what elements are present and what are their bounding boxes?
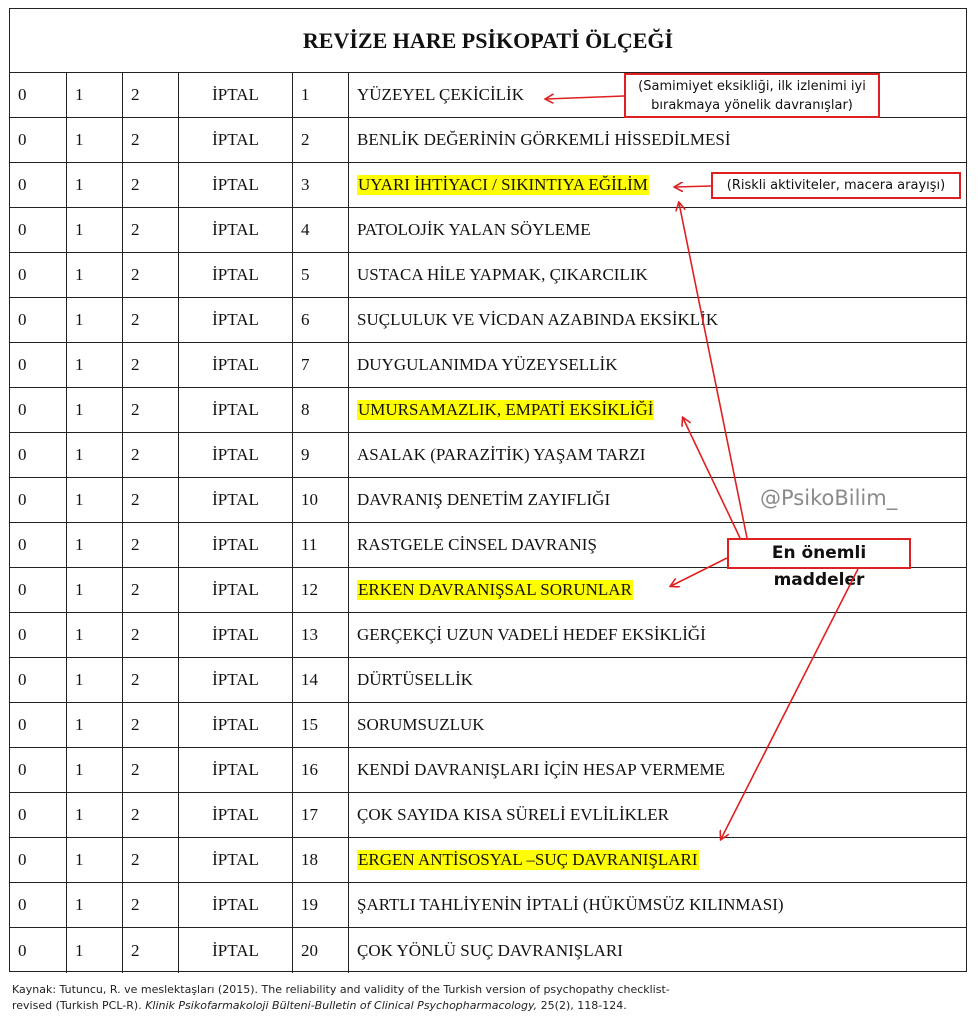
cancel-cell: İPTAL	[179, 118, 293, 162]
watermark: @PsikoBilim_	[760, 486, 898, 510]
score-0-cell: 0	[10, 118, 67, 162]
score-2-cell: 2	[123, 478, 179, 522]
score-0-cell: 0	[10, 253, 67, 297]
score-0-cell: 0	[10, 208, 67, 252]
score-1-cell: 1	[67, 388, 123, 432]
score-2-cell: 2	[123, 703, 179, 747]
item-number-cell: 20	[293, 928, 349, 973]
item-text: KENDİ DAVRANIŞLARI İÇİN HESAP VERMEME	[357, 760, 726, 779]
score-0-cell: 0	[10, 883, 67, 927]
score-1-cell: 1	[67, 703, 123, 747]
item-text: SUÇLULUK VE VİCDAN AZABINDA EKSİKLİK	[357, 310, 719, 329]
score-2-cell: 2	[123, 433, 179, 477]
item-number-cell: 4	[293, 208, 349, 252]
score-2-cell: 2	[123, 568, 179, 612]
score-1-cell: 1	[67, 73, 123, 117]
score-2-cell: 2	[123, 928, 179, 973]
citation-line2	[12, 998, 962, 1014]
citation-volume-pages: 25(2), 118-124.	[537, 999, 627, 1012]
arrow-key-to-item-3	[679, 203, 747, 538]
highlighted-item-text: ERGEN ANTİSOSYAL –SUÇ DAVRANIŞLARI	[358, 850, 698, 869]
highlighted-item-text: UYARI İHTİYACI / SIKINTIYA EĞİLİM	[358, 175, 648, 194]
cancel-cell: İPTAL	[179, 613, 293, 657]
score-1-cell: 1	[67, 433, 123, 477]
score-0-cell: 0	[10, 568, 67, 612]
score-0-cell: 0	[10, 163, 67, 207]
page-title: REVİZE HARE PSİKOPATİ ÖLÇEĞİ	[10, 9, 966, 73]
item-text: RASTGELE CİNSEL DAVRANIŞ	[357, 535, 597, 554]
source-citation	[12, 982, 962, 1014]
item-number-cell: 2	[293, 118, 349, 162]
cancel-cell: İPTAL	[179, 388, 293, 432]
cancel-cell: İPTAL	[179, 208, 293, 252]
score-1-cell: 1	[67, 793, 123, 837]
score-1-cell: 1	[67, 523, 123, 567]
item-number-cell: 8	[293, 388, 349, 432]
item-number-cell: 3	[293, 163, 349, 207]
score-1-cell: 1	[67, 478, 123, 522]
item-text: DÜRTÜSELLİK	[357, 670, 474, 689]
key-items-annotation-box: En önemli maddeler	[727, 538, 911, 569]
highlighted-item-text: UMURSAMAZLIK, EMPATİ EKSİKLİĞİ	[358, 400, 654, 419]
item-number-cell: 19	[293, 883, 349, 927]
score-2-cell: 2	[123, 883, 179, 927]
score-0-cell: 0	[10, 343, 67, 387]
item-text: SORUMSUZLUK	[357, 715, 485, 734]
score-1-cell: 1	[67, 613, 123, 657]
score-0-cell: 0	[10, 73, 67, 117]
item-number-cell: 11	[293, 523, 349, 567]
score-2-cell: 2	[123, 253, 179, 297]
citation-line1: Kaynak: Tutuncu, R. ve meslektaşları (2015). The reliability and validity of the Turkish version of psychopathy checklist-	[12, 983, 670, 996]
item-text: ÇOK SAYIDA KISA SÜRELİ EVLİLİKLER	[357, 805, 669, 824]
score-2-cell: 2	[123, 163, 179, 207]
highlighted-item-text: ERKEN DAVRANIŞSAL SORUNLAR	[358, 580, 632, 599]
cancel-cell: İPTAL	[179, 73, 293, 117]
item-text: USTACA HİLE YAPMAK, ÇIKARCILIK	[357, 265, 648, 284]
citation-journal: Klinik Psikofarmakoloji Bülteni-Bulletin of Clinical Psychopharmacology,	[145, 999, 538, 1012]
item-number-cell: 9	[293, 433, 349, 477]
arrow-key-to-item-18	[721, 569, 858, 839]
score-2-cell: 2	[123, 343, 179, 387]
score-2-cell: 2	[123, 658, 179, 702]
score-0-cell: 0	[10, 838, 67, 882]
item-text: DAVRANIŞ DENETİM ZAYIFLIĞI	[357, 490, 611, 509]
item-number-cell: 12	[293, 568, 349, 612]
score-0-cell: 0	[10, 928, 67, 973]
item-number-cell: 15	[293, 703, 349, 747]
score-1-cell: 1	[67, 298, 123, 342]
item-number-cell: 6	[293, 298, 349, 342]
score-1-cell: 1	[67, 163, 123, 207]
score-1-cell: 1	[67, 253, 123, 297]
item-text: DUYGULANIMDA YÜZEYSELLİK	[357, 355, 618, 374]
score-1-cell: 1	[67, 118, 123, 162]
item-number-cell: 5	[293, 253, 349, 297]
item-number-cell: 17	[293, 793, 349, 837]
score-2-cell: 2	[123, 208, 179, 252]
item-number-cell: 7	[293, 343, 349, 387]
item-text: ŞARTLI TAHLİYENİN İPTALİ (HÜKÜMSÜZ KILINMASI)	[357, 895, 784, 914]
item-text: PATOLOJİK YALAN SÖYLEME	[357, 220, 591, 239]
score-2-cell: 2	[123, 523, 179, 567]
score-2-cell: 2	[123, 748, 179, 792]
score-2-cell: 2	[123, 118, 179, 162]
score-1-cell: 1	[67, 748, 123, 792]
cancel-cell: İPTAL	[179, 253, 293, 297]
item-number-cell: 14	[293, 658, 349, 702]
item-number-cell: 10	[293, 478, 349, 522]
score-0-cell: 0	[10, 748, 67, 792]
arrow-key-to-item-12	[671, 558, 727, 586]
score-2-cell: 2	[123, 298, 179, 342]
score-0-cell: 0	[10, 793, 67, 837]
item-number-cell: 13	[293, 613, 349, 657]
score-1-cell: 1	[67, 568, 123, 612]
cancel-cell: İPTAL	[179, 478, 293, 522]
score-2-cell: 2	[123, 838, 179, 882]
cancel-cell: İPTAL	[179, 298, 293, 342]
score-0-cell: 0	[10, 703, 67, 747]
score-1-cell: 1	[67, 928, 123, 973]
cancel-cell: İPTAL	[179, 883, 293, 927]
score-0-cell: 0	[10, 433, 67, 477]
score-1-cell: 1	[67, 343, 123, 387]
cancel-cell: İPTAL	[179, 523, 293, 567]
score-1-cell: 1	[67, 658, 123, 702]
score-0-cell: 0	[10, 478, 67, 522]
score-0-cell: 0	[10, 658, 67, 702]
score-1-cell: 1	[67, 883, 123, 927]
cancel-cell: İPTAL	[179, 793, 293, 837]
item-text: GERÇEKÇİ UZUN VADELİ HEDEF EKSİKLİĞİ	[357, 625, 706, 644]
charm-annotation-line1: (Samimiyet eksikliği, ilk izlenimi iyi	[638, 79, 866, 94]
cancel-cell: İPTAL	[179, 838, 293, 882]
score-2-cell: 2	[123, 388, 179, 432]
stimulation-annotation-box: (Riskli aktiviteler, macera arayışı)	[711, 172, 961, 199]
cancel-cell: İPTAL	[179, 658, 293, 702]
score-1-cell: 1	[67, 208, 123, 252]
score-0-cell: 0	[10, 298, 67, 342]
cancel-cell: İPTAL	[179, 748, 293, 792]
arrow-key-to-item-8	[683, 418, 740, 538]
item-number-cell: 1	[293, 73, 349, 117]
score-2-cell: 2	[123, 73, 179, 117]
arrow-to-item-3	[675, 186, 711, 187]
cancel-cell: İPTAL	[179, 343, 293, 387]
score-0-cell: 0	[10, 388, 67, 432]
item-text: ASALAK (PARAZİTİK) YAŞAM TARZI	[357, 445, 646, 464]
cancel-cell: İPTAL	[179, 928, 293, 973]
item-text: BENLİK DEĞERİNİN GÖRKEMLİ HİSSEDİLMESİ	[357, 130, 731, 149]
cancel-cell: İPTAL	[179, 568, 293, 612]
item-text: ÇOK YÖNLÜ SUÇ DAVRANIŞLARI	[357, 940, 623, 960]
score-0-cell: 0	[10, 523, 67, 567]
item-number-cell: 16	[293, 748, 349, 792]
cancel-cell: İPTAL	[179, 433, 293, 477]
score-2-cell: 2	[123, 613, 179, 657]
arrow-to-item-1	[546, 96, 624, 99]
score-2-cell: 2	[123, 793, 179, 837]
citation-authors-title: revised (Turkish PCL-R).	[12, 999, 146, 1012]
charm-annotation-line2: bırakmaya yönelik davranışlar)	[651, 98, 853, 113]
cancel-cell: İPTAL	[179, 703, 293, 747]
score-1-cell: 1	[67, 838, 123, 882]
score-0-cell: 0	[10, 613, 67, 657]
cancel-cell: İPTAL	[179, 163, 293, 207]
item-number-cell: 18	[293, 838, 349, 882]
item-text: YÜZEYEL ÇEKİCİLİK	[357, 85, 524, 104]
